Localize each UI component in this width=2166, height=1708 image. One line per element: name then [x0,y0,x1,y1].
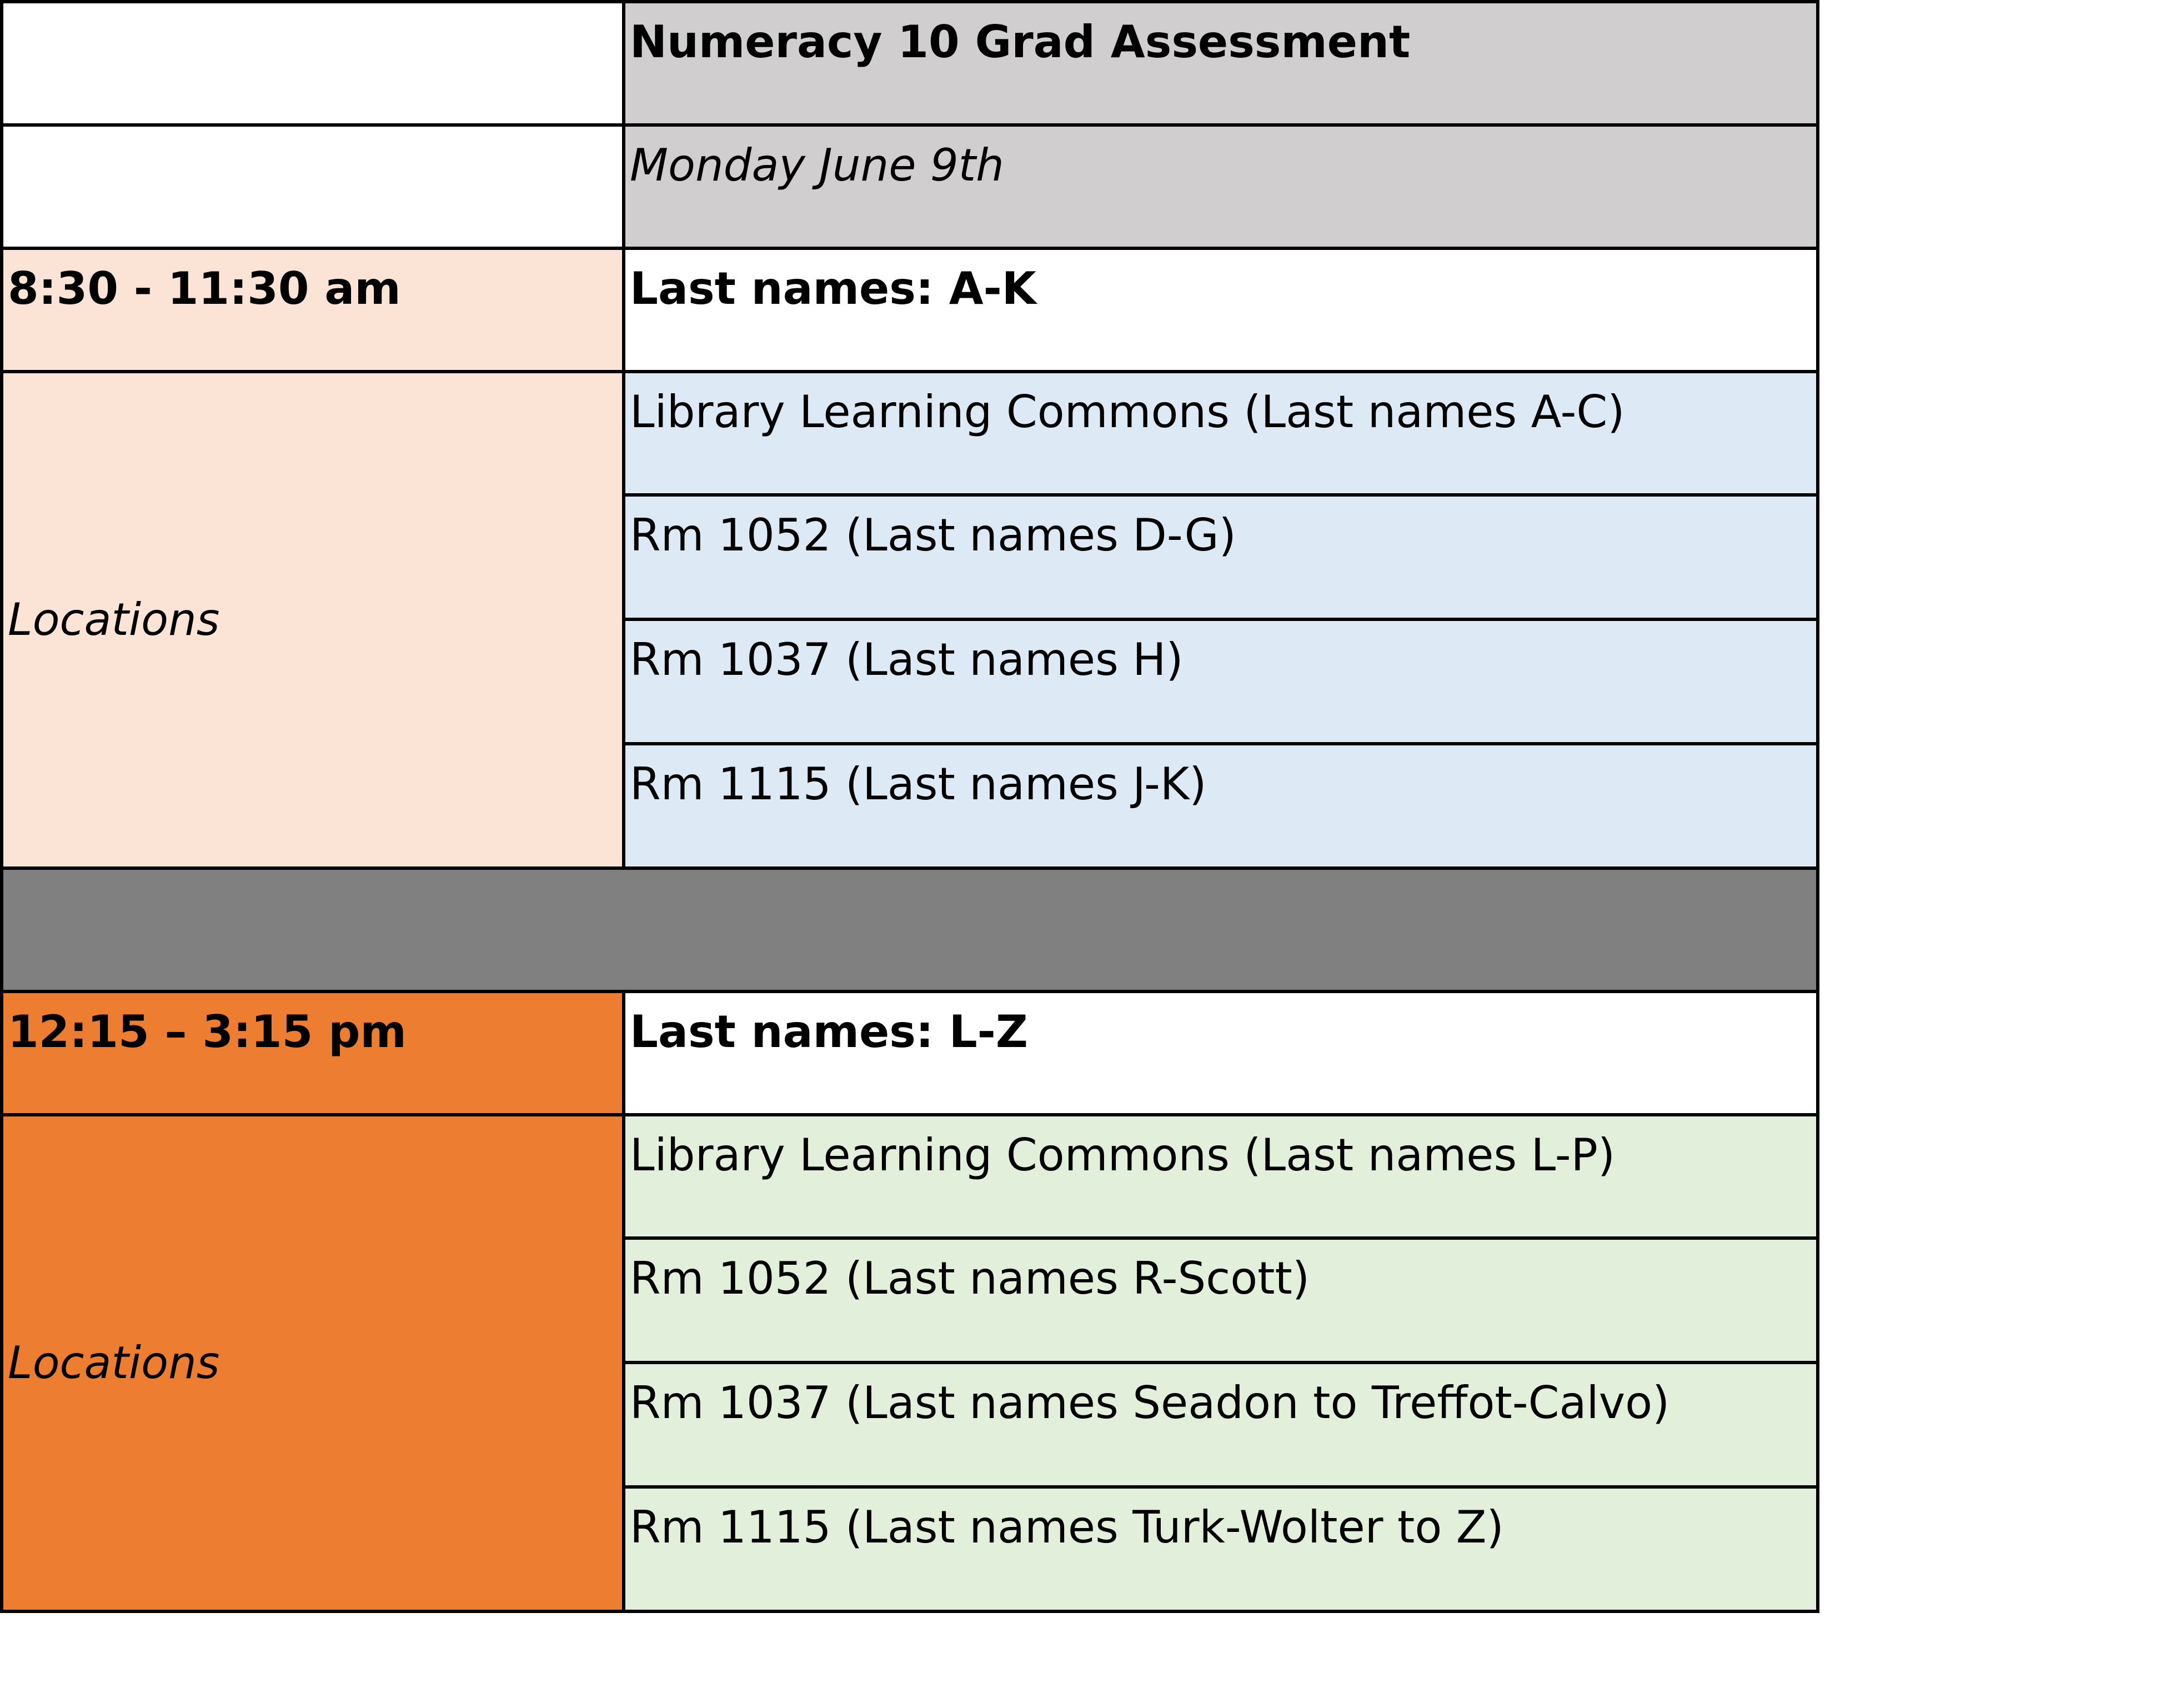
location-row [2,372,1818,495]
date-row [2,125,1818,248]
location-text: Rm 1052 (Last names R-Scott) [630,1253,1310,1304]
session-time: 12:15 – 3:15 pm [8,1006,407,1058]
break-row [2,868,1818,991]
date-cell [624,125,1818,248]
location-row [2,1115,1818,1238]
location-text: Rm 1115 (Last names Turk-Wolter to Z) [630,1501,1504,1553]
location-cell [624,372,1818,495]
empty-cell [2,2,624,125]
morning-header-row [2,248,1818,372]
location-cell [624,619,1818,744]
locations-label: Locations [8,594,220,645]
session-group: Last names: L-Z [630,1006,1028,1058]
location-text: Rm 1052 (Last names D-G) [630,509,1236,561]
locations-label: Locations [8,1337,220,1389]
location-cell [624,1363,1818,1487]
morning-time-cell [2,248,624,372]
afternoon-group-cell [624,991,1818,1115]
afternoon-time-cell [2,991,624,1115]
assessment-date: Monday June 9th [630,139,1004,191]
morning-locations-label-cell [2,372,624,868]
location-cell [624,1115,1818,1238]
location-text: Rm 1037 (Last names Seadon to Treffot-Calvo) [630,1377,1670,1429]
afternoon-header-row [2,991,1818,1115]
session-time: 8:30 - 11:30 am [8,263,401,314]
empty-cell [2,125,624,248]
title-cell [624,2,1818,125]
morning-group-cell [624,248,1818,372]
location-text: Library Learning Commons (Last names A-C) [630,386,1625,438]
title-row [2,2,1818,125]
location-cell [624,1487,1818,1611]
location-cell [624,1238,1818,1363]
location-text: Rm 1037 (Last names H) [630,634,1184,685]
location-cell [624,744,1818,868]
break-cell [2,868,1818,991]
session-group: Last names: A-K [630,263,1036,314]
location-cell [624,495,1818,619]
afternoon-locations-label-cell [2,1115,624,1611]
location-text: Rm 1115 (Last names J-K) [630,758,1207,810]
location-text: Library Learning Commons (Last names L-P) [630,1129,1616,1181]
page-title: Numeracy 10 Grad Assessment [630,16,1411,68]
